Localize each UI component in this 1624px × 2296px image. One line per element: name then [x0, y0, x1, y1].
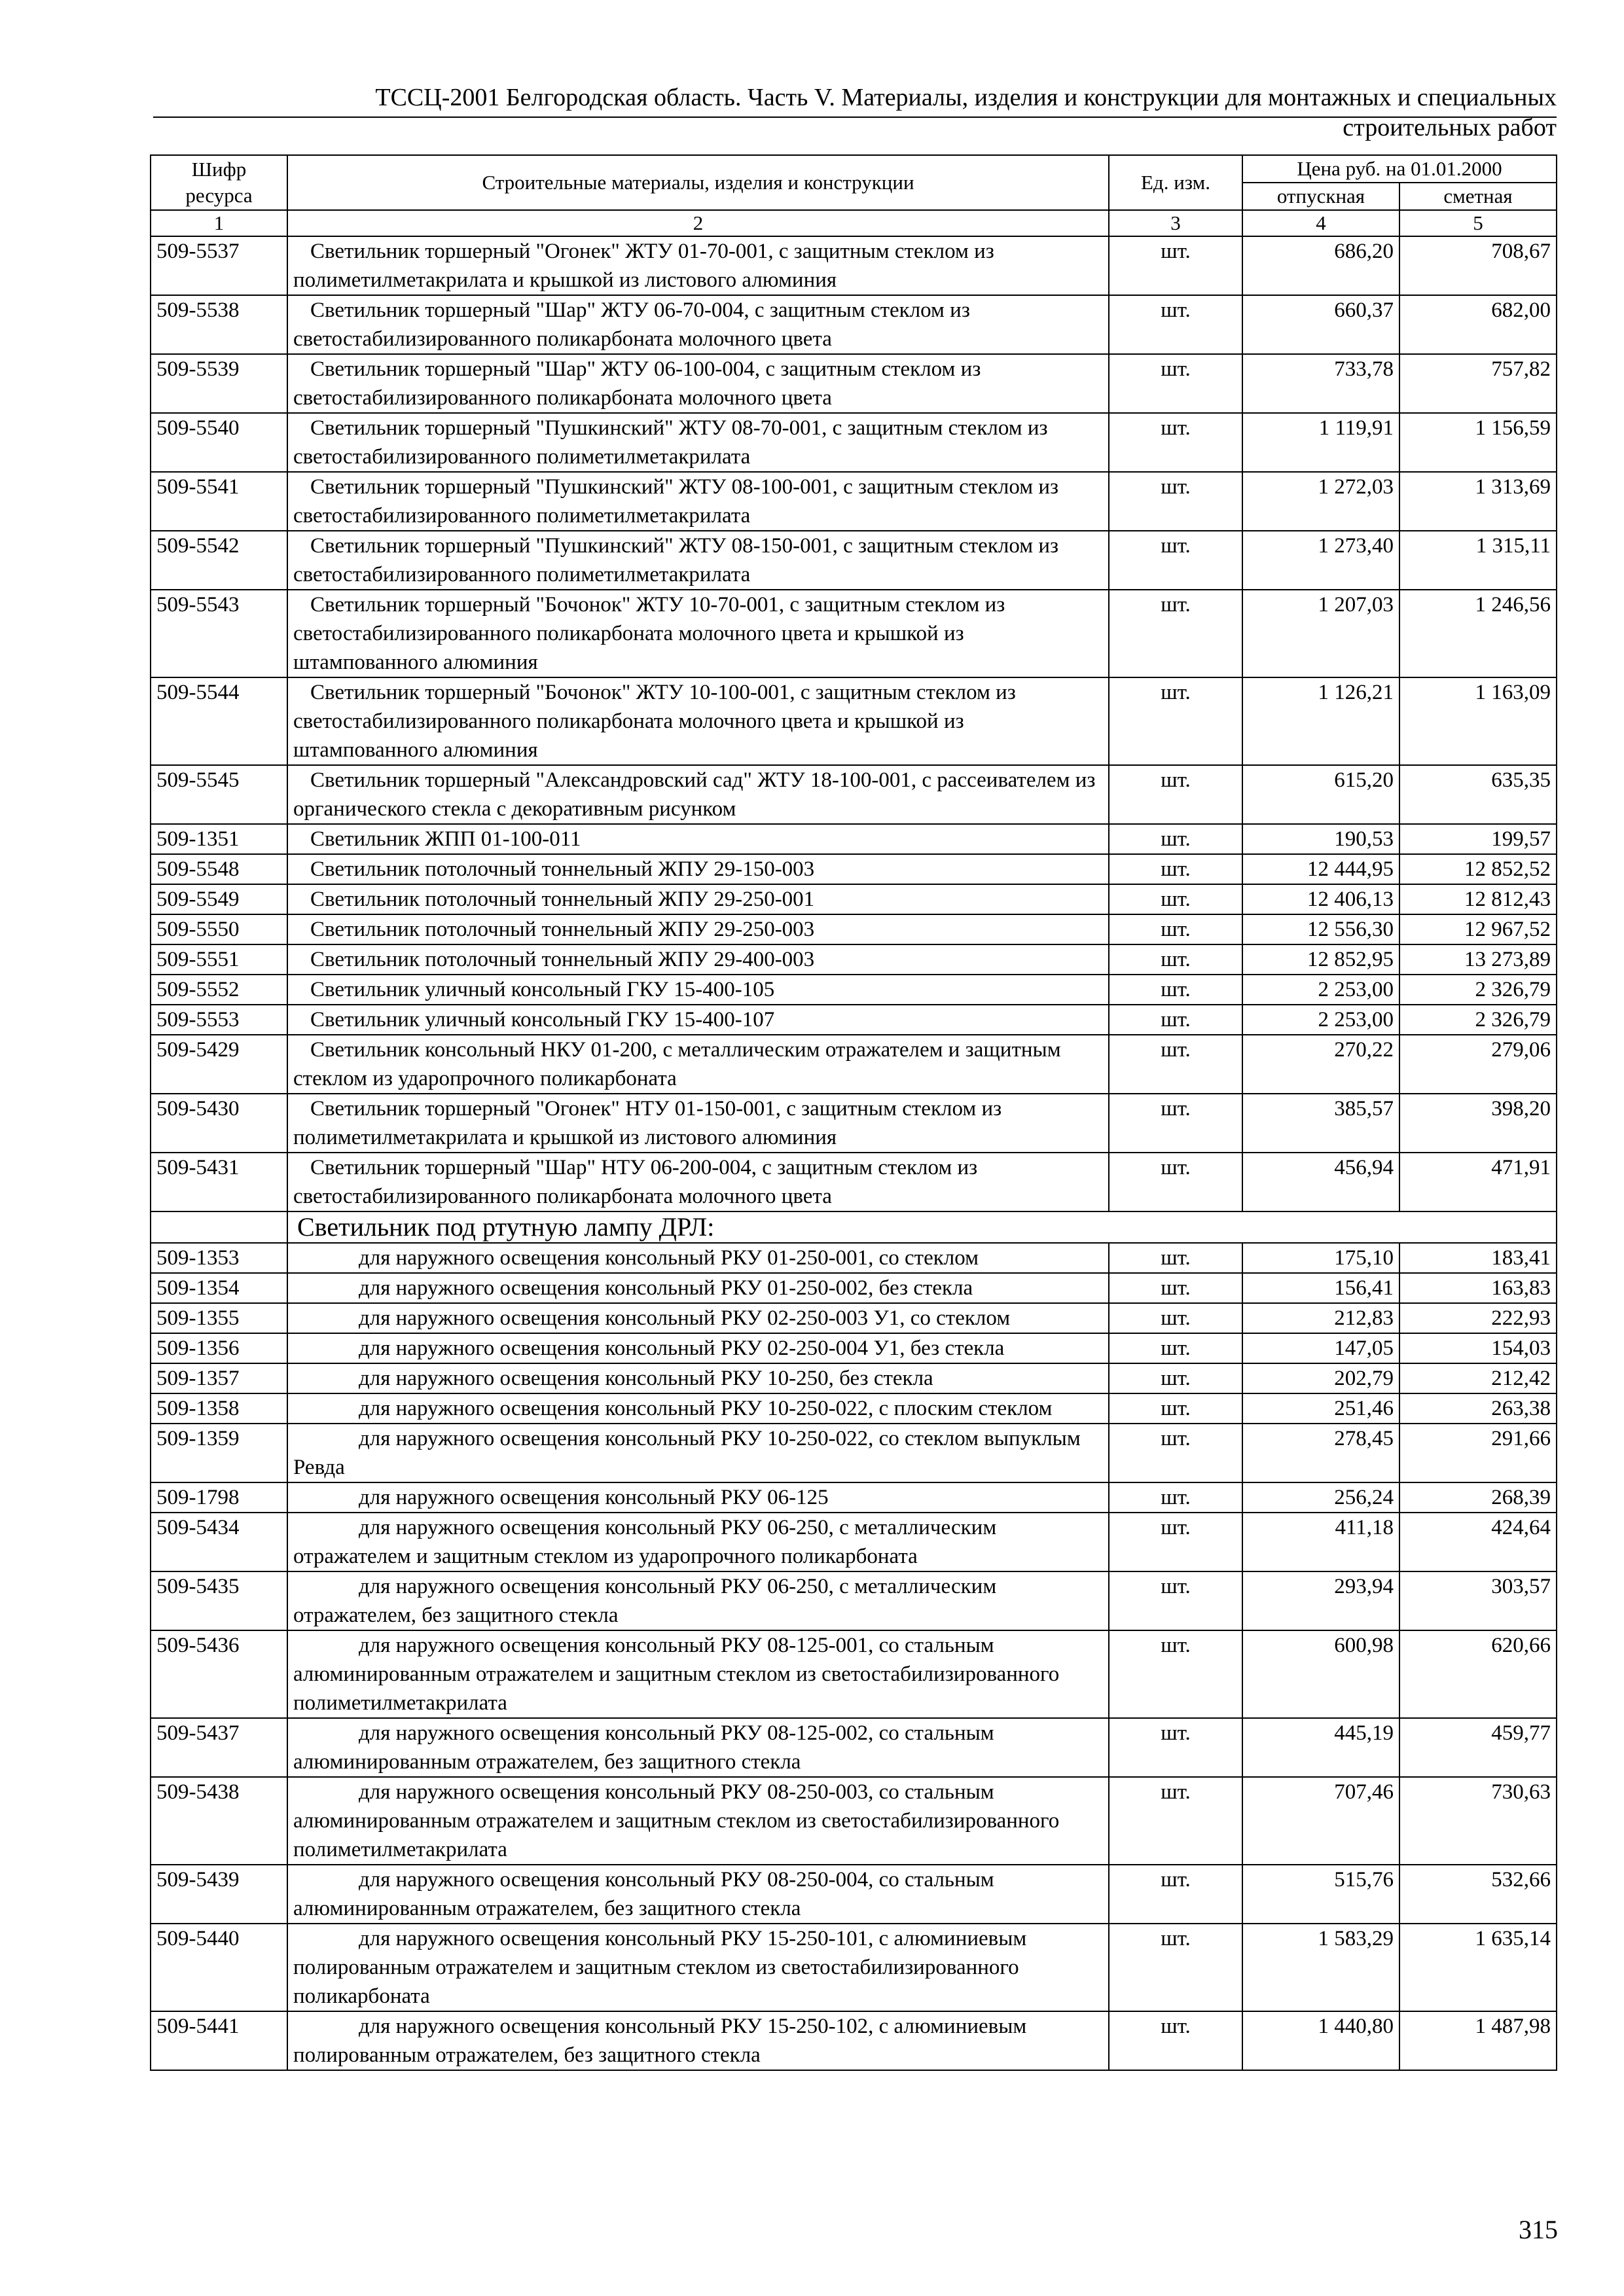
item-name-text: для наружного освещения консольный РКУ 08-125-002, со стальным алюминированным отражателем, без защитного стекла — [293, 1721, 994, 1774]
cell-unit: шт. — [1109, 914, 1242, 944]
cell-name — [287, 677, 1109, 765]
item-name-text: Светильник потолочный тоннельный ЖПУ 29-150-003 — [310, 857, 815, 881]
cell-unit: шт. — [1109, 944, 1242, 975]
cell-code: 509-5437 — [151, 1718, 287, 1777]
group-heading: Светильник под ртутную лампу ДРЛ: — [287, 1211, 1557, 1243]
item-name-text: для наружного освещения консольный РКУ 15-250-102, с алюминиевым полированным отражателем, без защитного стекла — [293, 2015, 1027, 2067]
table-row — [151, 1303, 1557, 1333]
cell-price-release: 12 444,95 — [1242, 854, 1399, 884]
cell-unit: шт. — [1109, 590, 1242, 677]
table-row — [151, 1513, 1557, 1571]
cell-unit: шт. — [1109, 1393, 1242, 1424]
cell-code: 509-5439 — [151, 1865, 287, 1924]
item-name-text: Светильник торшерный "Пушкинский" ЖТУ 08-150-001, с защитным стеклом из светостабилизированного полиметилметакрилата — [293, 534, 1059, 586]
cell-name — [287, 1094, 1109, 1153]
header-price: Цена руб. на 01.01.2000 — [1242, 155, 1557, 183]
cell-code: 509-5549 — [151, 884, 287, 914]
cell-price-release: 411,18 — [1242, 1513, 1399, 1571]
cell-price-release: 600,98 — [1242, 1630, 1399, 1718]
cell-code: 509-5553 — [151, 1005, 287, 1035]
cell-price-estimate: 2 326,79 — [1399, 975, 1557, 1005]
cell-price-estimate: 1 156,59 — [1399, 413, 1557, 472]
cell-unit: шт. — [1109, 531, 1242, 590]
cell-unit: шт. — [1109, 824, 1242, 854]
cell-name — [287, 236, 1109, 295]
header-title: ТССЦ-2001 Белгородская область. Часть V. Материалы, изделия и конструкции для монтажных и специальных — [375, 84, 1557, 111]
cell-unit: шт. — [1109, 677, 1242, 765]
cell-name — [287, 1153, 1109, 1211]
table-header — [151, 155, 1557, 236]
item-name-text: для наружного освещения консольный РКУ 06-250, с металлическим отражателем, без защитного стекла — [293, 1575, 997, 1627]
cell-name — [287, 295, 1109, 354]
item-name-text: Светильник торшерный "Бочонок" ЖТУ 10-100-001, с защитным стеклом из светостабилизированного поликарбоната молочного цвета и крышкой из штампованного алюминия — [293, 681, 1016, 762]
column-number: 3 — [1109, 210, 1242, 236]
table-row — [151, 884, 1557, 914]
table-row — [151, 1005, 1557, 1035]
cell-code: 509-1353 — [151, 1243, 287, 1273]
cell-name — [287, 531, 1109, 590]
cell-price-release: 615,20 — [1242, 765, 1399, 824]
cell-name — [287, 1482, 1109, 1513]
cell-name — [287, 354, 1109, 413]
cell-price-estimate: 222,93 — [1399, 1303, 1557, 1333]
cell-name — [287, 914, 1109, 944]
item-name-text: для наружного освещения консольный РКУ 02-250-004 У1, без стекла — [359, 1336, 1005, 1360]
item-name-text: Светильник торшерный "Пушкинский" ЖТУ 08-70-001, с защитным стеклом из светостабилизированного полиметилметакрилата — [293, 416, 1048, 469]
cell-price-release: 256,24 — [1242, 1482, 1399, 1513]
header-price-estimate: сметная — [1399, 183, 1557, 210]
cell-name — [287, 1777, 1109, 1865]
cell-price-estimate: 12 967,52 — [1399, 914, 1557, 944]
item-name-text: Светильник потолочный тоннельный ЖПУ 29-250-003 — [310, 918, 815, 941]
cell-price-estimate: 398,20 — [1399, 1094, 1557, 1153]
item-name-text: Светильник торшерный "Шар" ЖТУ 06-70-004, с защитным стеклом из светостабилизированного поликарбоната молочного цвета — [293, 298, 970, 351]
cell-name — [287, 1005, 1109, 1035]
table-row — [151, 1424, 1557, 1482]
cell-price-estimate: 279,06 — [1399, 1035, 1557, 1094]
cell-code: 509-5429 — [151, 1035, 287, 1094]
cell-price-release: 515,76 — [1242, 1865, 1399, 1924]
cell-unit: шт. — [1109, 354, 1242, 413]
column-number-row — [151, 210, 1557, 236]
cell-unit: шт. — [1109, 1777, 1242, 1865]
table-row — [151, 854, 1557, 884]
cell-code: 509-5551 — [151, 944, 287, 975]
cell-price-estimate: 635,35 — [1399, 765, 1557, 824]
cell-code: 509-5538 — [151, 295, 287, 354]
cell-price-release: 293,94 — [1242, 1571, 1399, 1630]
cell-unit: шт. — [1109, 1303, 1242, 1333]
cell-code: 509-1798 — [151, 1482, 287, 1513]
item-name-text: для наружного освещения консольный РКУ 08-125-001, со стальным алюминированным отражателем и защитным стеклом из светостабилизированного полиметилметакрилата — [293, 1634, 1060, 1715]
item-name-text: для наружного освещения консольный РКУ 10-250, без стекла — [359, 1367, 933, 1390]
cell-unit: шт. — [1109, 1424, 1242, 1482]
table-row — [151, 472, 1557, 531]
cell-code: 509-5440 — [151, 1924, 287, 2011]
cell-code: 509-5545 — [151, 765, 287, 824]
cell-unit: шт. — [1109, 1035, 1242, 1094]
cell-price-estimate: 12 852,52 — [1399, 854, 1557, 884]
table-row — [151, 824, 1557, 854]
cell-unit: шт. — [1109, 765, 1242, 824]
cell-code: 509-5550 — [151, 914, 287, 944]
cell-price-estimate: 263,38 — [1399, 1393, 1557, 1424]
cell-code: 509-5435 — [151, 1571, 287, 1630]
cell-code: 509-5540 — [151, 413, 287, 472]
table-row — [151, 531, 1557, 590]
table-row — [151, 914, 1557, 944]
cell-code: 509-5544 — [151, 677, 287, 765]
cell-name — [287, 1333, 1109, 1363]
cell-price-release: 1 119,91 — [1242, 413, 1399, 472]
cell-price-release: 156,41 — [1242, 1273, 1399, 1303]
table-row — [151, 236, 1557, 295]
item-name-text: Светильник консольный НКУ 01-200, с металлическим отражателем и защитным стеклом из ударопрочного поликарбоната — [293, 1038, 1061, 1090]
item-name-text: Светильник торшерный "Огонек" НТУ 01-150-001, с защитным стеклом из полиметилметакрилата и крышкой из листового алюминия — [293, 1097, 1002, 1149]
cell-name — [287, 1718, 1109, 1777]
item-name-text: Светильник торшерный "Огонек" ЖТУ 01-70-001, с защитным стеклом из полиметилметакрилата и крышкой из листового алюминия — [293, 240, 994, 292]
cell-name — [287, 472, 1109, 531]
cell-price-release: 270,22 — [1242, 1035, 1399, 1094]
cell-name — [287, 765, 1109, 824]
table-row — [151, 944, 1557, 975]
cell-code: 509-1351 — [151, 824, 287, 854]
cell-price-estimate: 212,42 — [1399, 1363, 1557, 1393]
cell-price-release: 175,10 — [1242, 1243, 1399, 1273]
cell-code: 509-5431 — [151, 1153, 287, 1211]
cell-code: 509-5537 — [151, 236, 287, 295]
cell-name — [287, 975, 1109, 1005]
cell-price-estimate: 532,66 — [1399, 1865, 1557, 1924]
cell-price-estimate: 620,66 — [1399, 1630, 1557, 1718]
item-name-text: Светильник торшерный "Шар" ЖТУ 06-100-004, с защитным стеклом из светостабилизированного поликарбоната молочного цвета — [293, 357, 981, 410]
cell-price-release: 12 852,95 — [1242, 944, 1399, 975]
cell-code: 509-1354 — [151, 1273, 287, 1303]
header-name: Строительные материалы, изделия и конструкции — [287, 155, 1109, 210]
cell-name — [287, 1865, 1109, 1924]
cell-price-release: 1 207,03 — [1242, 590, 1399, 677]
cell-price-estimate: 12 812,43 — [1399, 884, 1557, 914]
cell-name — [287, 1303, 1109, 1333]
cell-price-release: 251,46 — [1242, 1393, 1399, 1424]
cell-name — [287, 1630, 1109, 1718]
cell-price-release: 190,53 — [1242, 824, 1399, 854]
cell-name — [287, 944, 1109, 975]
column-number: 1 — [151, 210, 287, 236]
item-name-text: для наружного освещения консольный РКУ 06-125 — [359, 1486, 829, 1509]
cell-name — [287, 1513, 1109, 1571]
item-name-text: для наружного освещения консольный РКУ 15-250-101, с алюминиевым полированным отражателем и защитным стеклом из светостабилизированного поликарбоната — [293, 1927, 1027, 2008]
cell-unit: шт. — [1109, 884, 1242, 914]
cell-name — [287, 1571, 1109, 1630]
header-code: Шифр ресурса — [151, 155, 287, 210]
cell-code: 509-5542 — [151, 531, 287, 590]
item-name-text: для наружного освещения консольный РКУ 10-250-022, со стеклом выпуклым Ревда — [293, 1427, 1081, 1479]
cell-price-release: 278,45 — [1242, 1424, 1399, 1482]
cell-price-release: 385,57 — [1242, 1094, 1399, 1153]
cell-price-estimate: 183,41 — [1399, 1243, 1557, 1273]
table-row — [151, 1924, 1557, 2011]
header-price-release: отпускная — [1242, 183, 1399, 210]
cell-unit: шт. — [1109, 1924, 1242, 2011]
item-name-text: для наружного освещения консольный РКУ 08-250-004, со стальным алюминированным отражателем, без защитного стекла — [293, 1868, 994, 1920]
cell-price-estimate: 730,63 — [1399, 1777, 1557, 1865]
cell-unit: шт. — [1109, 1718, 1242, 1777]
cell-code: 509-5539 — [151, 354, 287, 413]
item-name-text: Светильник потолочный тоннельный ЖПУ 29-400-003 — [310, 948, 815, 971]
cell-unit: шт. — [1109, 472, 1242, 531]
table-row — [151, 295, 1557, 354]
cell-unit: шт. — [1109, 975, 1242, 1005]
cell-code: 509-5438 — [151, 1777, 287, 1865]
table-row — [151, 1482, 1557, 1513]
cell-name — [287, 824, 1109, 854]
cell-name — [287, 1424, 1109, 1482]
cell-price-release: 2 253,00 — [1242, 1005, 1399, 1035]
cell-unit: шт. — [1109, 1094, 1242, 1153]
item-name-text: Светильник ЖПП 01-100-011 — [310, 827, 581, 851]
price-table — [150, 154, 1557, 2071]
cell-price-estimate: 1 635,14 — [1399, 1924, 1557, 2011]
cell-price-release: 1 272,03 — [1242, 472, 1399, 531]
cell-unit: шт. — [1109, 1482, 1242, 1513]
cell-price-release: 212,83 — [1242, 1303, 1399, 1333]
cell-unit: шт. — [1109, 236, 1242, 295]
cell-unit: шт. — [1109, 1363, 1242, 1393]
table-row — [151, 590, 1557, 677]
cell-code: 509-5541 — [151, 472, 287, 531]
cell-code: 509-5548 — [151, 854, 287, 884]
cell-price-release: 2 253,00 — [1242, 975, 1399, 1005]
cell-name — [287, 413, 1109, 472]
page-number: 315 — [1519, 2215, 1558, 2244]
cell-unit: шт. — [1109, 1153, 1242, 1211]
cell-name — [287, 2011, 1109, 2070]
cell-name — [287, 1924, 1109, 2011]
table-row — [151, 677, 1557, 765]
cell-name — [287, 1363, 1109, 1393]
cell-price-estimate: 2 326,79 — [1399, 1005, 1557, 1035]
table-row — [151, 1094, 1557, 1153]
table-row — [151, 1363, 1557, 1393]
item-name-text: для наружного освещения консольный РКУ 08-250-003, со стальным алюминированным отражателем и защитным стеклом из светостабилизированного полиметилметакрилата — [293, 1780, 1060, 1861]
cell-code: 509-5543 — [151, 590, 287, 677]
item-name-text: Светильник потолочный тоннельный ЖПУ 29-250-001 — [310, 888, 815, 911]
cell-price-release: 660,37 — [1242, 295, 1399, 354]
page-header — [153, 82, 1557, 143]
cell-price-estimate: 303,57 — [1399, 1571, 1557, 1630]
table-row — [151, 975, 1557, 1005]
cell-unit: шт. — [1109, 2011, 1242, 2070]
cell-price-release: 456,94 — [1242, 1153, 1399, 1211]
cell-price-estimate: 708,67 — [1399, 236, 1557, 295]
cell-unit: шт. — [1109, 1273, 1242, 1303]
item-name-text: для наружного освещения консольный РКУ 02-250-003 У1, со стеклом — [359, 1306, 1011, 1330]
item-name-text: Светильник торшерный "Александровский сад" ЖТУ 18-100-001, с рассеивателем из органического стекла с декоративным рисунком — [293, 768, 1096, 821]
cell-price-estimate: 268,39 — [1399, 1482, 1557, 1513]
cell-name — [287, 590, 1109, 677]
table-row — [151, 1333, 1557, 1363]
column-number: 2 — [287, 210, 1109, 236]
cell-code — [151, 1211, 287, 1243]
cell-code: 509-1355 — [151, 1303, 287, 1333]
item-name-text: для наружного освещения консольный РКУ 01-250-001, со стеклом — [359, 1246, 979, 1270]
cell-code: 509-5436 — [151, 1630, 287, 1718]
cell-price-estimate: 199,57 — [1399, 824, 1557, 854]
table-row — [151, 1571, 1557, 1630]
cell-code: 509-1357 — [151, 1363, 287, 1393]
table-row — [151, 1630, 1557, 1718]
cell-price-release: 445,19 — [1242, 1718, 1399, 1777]
cell-code: 509-5441 — [151, 2011, 287, 2070]
table-row — [151, 1865, 1557, 1924]
cell-price-estimate: 1 163,09 — [1399, 677, 1557, 765]
group-heading-row — [151, 1211, 1557, 1243]
cell-price-release: 1 126,21 — [1242, 677, 1399, 765]
cell-name — [287, 854, 1109, 884]
cell-price-estimate: 1 315,11 — [1399, 531, 1557, 590]
table-row — [151, 1273, 1557, 1303]
cell-price-release: 1 583,29 — [1242, 1924, 1399, 2011]
cell-unit: шт. — [1109, 1630, 1242, 1718]
cell-name — [287, 1035, 1109, 1094]
cell-unit: шт. — [1109, 854, 1242, 884]
cell-price-estimate: 459,77 — [1399, 1718, 1557, 1777]
item-name-text: Светильник торшерный "Пушкинский" ЖТУ 08-100-001, с защитным стеклом из светостабилизированного полиметилметакрилата — [293, 475, 1059, 528]
table-body — [151, 236, 1557, 2070]
cell-price-release: 147,05 — [1242, 1333, 1399, 1363]
cell-price-estimate: 163,83 — [1399, 1273, 1557, 1303]
item-name-text: Светильник торшерный "Бочонок" ЖТУ 10-70-001, с защитным стеклом из светостабилизированного поликарбоната молочного цвета и крышкой из штампованного алюминия — [293, 593, 1005, 674]
cell-code: 509-1358 — [151, 1393, 287, 1424]
cell-name — [287, 884, 1109, 914]
table-row — [151, 1243, 1557, 1273]
cell-price-estimate: 1 313,69 — [1399, 472, 1557, 531]
header-title-continued: строительных работ — [1343, 114, 1557, 141]
cell-unit: шт. — [1109, 1865, 1242, 1924]
cell-unit: шт. — [1109, 1243, 1242, 1273]
column-number: 4 — [1242, 210, 1399, 236]
table-row — [151, 1718, 1557, 1777]
cell-price-estimate: 471,91 — [1399, 1153, 1557, 1211]
header-rule — [153, 117, 1557, 118]
item-name-text: для наружного освещения консольный РКУ 06-250, с металлическим отражателем и защитным стеклом из ударопрочного поликарбоната — [293, 1516, 997, 1568]
cell-unit: шт. — [1109, 295, 1242, 354]
cell-price-release: 12 556,30 — [1242, 914, 1399, 944]
cell-price-estimate: 1 487,98 — [1399, 2011, 1557, 2070]
cell-unit: шт. — [1109, 1571, 1242, 1630]
cell-code: 509-5430 — [151, 1094, 287, 1153]
cell-price-release: 686,20 — [1242, 236, 1399, 295]
cell-price-release: 1 273,40 — [1242, 531, 1399, 590]
cell-code: 509-5552 — [151, 975, 287, 1005]
cell-price-estimate: 154,03 — [1399, 1333, 1557, 1363]
cell-code: 509-5434 — [151, 1513, 287, 1571]
cell-price-release: 1 440,80 — [1242, 2011, 1399, 2070]
table-row — [151, 413, 1557, 472]
item-name-text: для наружного освещения консольный РКУ 01-250-002, без стекла — [359, 1276, 973, 1300]
cell-unit: шт. — [1109, 413, 1242, 472]
cell-price-estimate: 757,82 — [1399, 354, 1557, 413]
item-name-text: Светильник уличный консольный ГКУ 15-400-105 — [310, 978, 775, 1001]
table-row — [151, 1035, 1557, 1094]
cell-code: 509-1359 — [151, 1424, 287, 1482]
table-row — [151, 1153, 1557, 1211]
cell-price-release: 707,46 — [1242, 1777, 1399, 1865]
table-row — [151, 1777, 1557, 1865]
cell-code: 509-1356 — [151, 1333, 287, 1363]
cell-unit: шт. — [1109, 1333, 1242, 1363]
cell-price-estimate: 1 246,56 — [1399, 590, 1557, 677]
cell-price-release: 733,78 — [1242, 354, 1399, 413]
item-name-text: Светильник торшерный "Шар" НТУ 06-200-004, с защитным стеклом из светостабилизированного поликарбоната молочного цвета — [293, 1156, 978, 1208]
cell-unit: шт. — [1109, 1513, 1242, 1571]
table-row — [151, 765, 1557, 824]
cell-name — [287, 1273, 1109, 1303]
cell-price-estimate: 291,66 — [1399, 1424, 1557, 1482]
column-number: 5 — [1399, 210, 1557, 236]
table-row — [151, 2011, 1557, 2070]
table-row — [151, 354, 1557, 413]
header-unit: Ед. изм. — [1109, 155, 1242, 210]
cell-price-estimate: 424,64 — [1399, 1513, 1557, 1571]
cell-price-release: 12 406,13 — [1242, 884, 1399, 914]
item-name-text: Светильник уличный консольный ГКУ 15-400-107 — [310, 1008, 775, 1031]
table-row — [151, 1393, 1557, 1424]
cell-price-estimate: 13 273,89 — [1399, 944, 1557, 975]
cell-price-estimate: 682,00 — [1399, 295, 1557, 354]
cell-unit: шт. — [1109, 1005, 1242, 1035]
cell-name — [287, 1393, 1109, 1424]
cell-price-release: 202,79 — [1242, 1363, 1399, 1393]
item-name-text: для наружного освещения консольный РКУ 10-250-022, с плоским стеклом — [359, 1397, 1053, 1420]
cell-name — [287, 1243, 1109, 1273]
